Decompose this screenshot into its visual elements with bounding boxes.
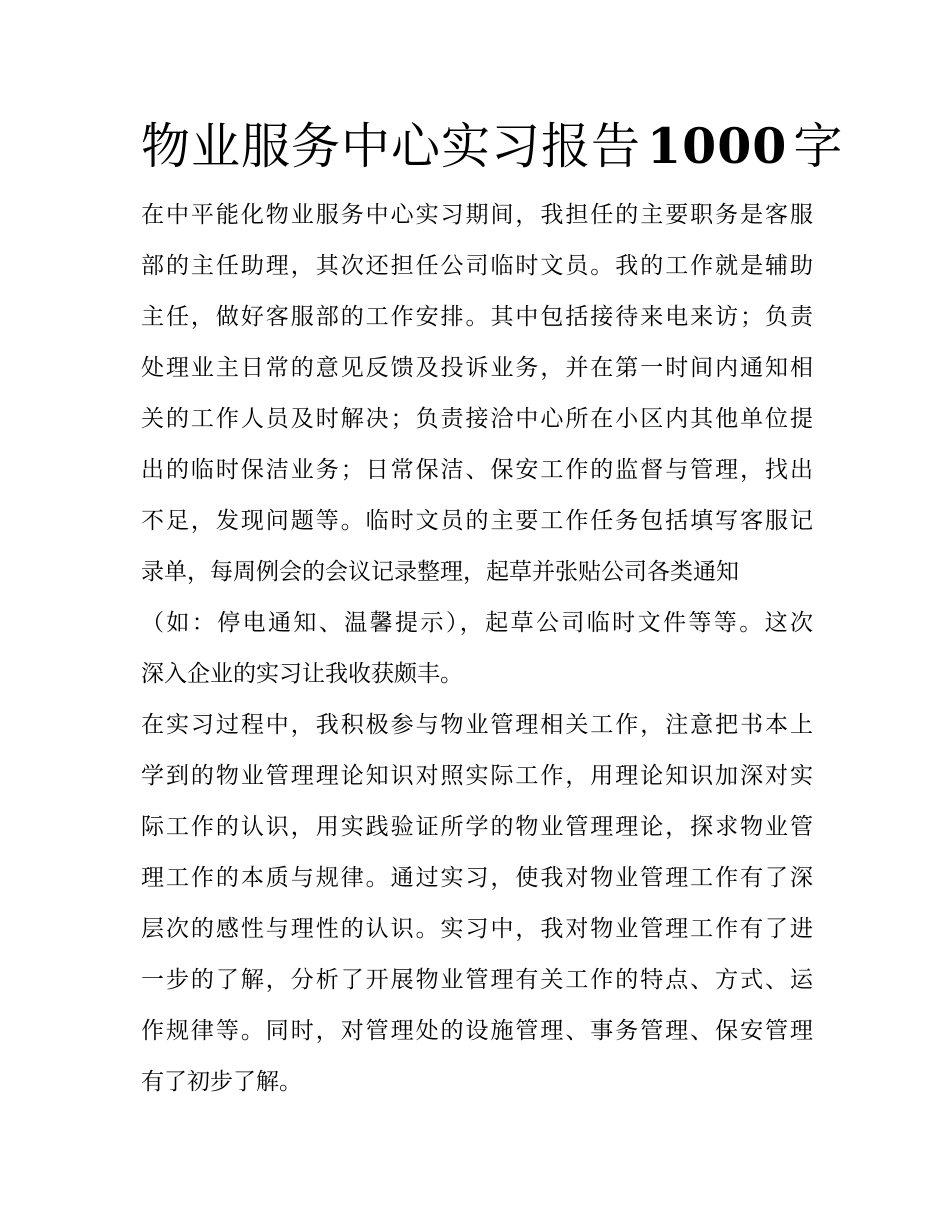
paragraph-line: 深入企业的实习让我收获颇丰。	[141, 661, 463, 687]
title-text: 物业服务中心实习报告	[141, 118, 642, 175]
paragraph-line: 际工作的认识，用实践验证所学的物业管理理论，探求物业管	[141, 814, 813, 840]
paragraph-line: 层次的感性与理性的认识。实习中，我对物业管理工作有了进	[141, 916, 813, 942]
paragraph-line: 处理业主日常的意见反馈及投诉业务，并在第一时间内通知相	[141, 355, 813, 381]
paragraph-1	[141, 197, 813, 693]
document-page	[141, 110, 844, 1115]
paragraph-line: 理工作的本质与规律。通过实习，使我对物业管理工作有了深	[141, 865, 813, 891]
paragraph-line: 录单，每周例会的会议记录整理，起草并张贴公司各类通知	[141, 559, 739, 585]
paragraph-line: 不足，发现问题等。临时文员的主要工作任务包括填写客服记	[141, 508, 813, 534]
paragraph-line: 一步的了解，分析了开展物业管理有关工作的特点、方式、运	[141, 967, 813, 993]
paragraph-line: 部的主任助理，其次还担任公司临时文员。我的工作就是辅助	[141, 253, 813, 279]
paragraph-line: 作规律等。同时，对管理处的设施管理、事务管理、保安管理	[141, 1018, 813, 1044]
title-number: 1000	[647, 117, 788, 175]
paragraph-line: 出的临时保洁业务；日常保洁、保安工作的监督与管理，找出	[141, 457, 813, 483]
paragraph-line: 学到的物业管理理论知识对照实际工作，用理论知识加深对实	[141, 763, 813, 789]
paragraph-line: 有了初步了解。	[141, 1069, 302, 1095]
paragraph-line: 在实习过程中，我积极参与物业管理相关工作，注意把书本上	[141, 712, 813, 738]
document-title	[141, 110, 844, 183]
paragraph-2	[141, 707, 813, 1101]
paragraph-line: 在中平能化物业服务中心实习期间，我担任的主要职务是客服	[141, 202, 813, 228]
title-suffix: 字	[793, 118, 844, 175]
paragraph-line: （如：停电通知、温馨提示），起草公司临时文件等等。这次	[141, 610, 813, 636]
paragraph-line: 关的工作人员及时解决；负责接洽中心所在小区内其他单位提	[141, 406, 813, 432]
paragraph-line: 主任，做好客服部的工作安排。其中包括接待来电来访；负责	[141, 304, 813, 330]
